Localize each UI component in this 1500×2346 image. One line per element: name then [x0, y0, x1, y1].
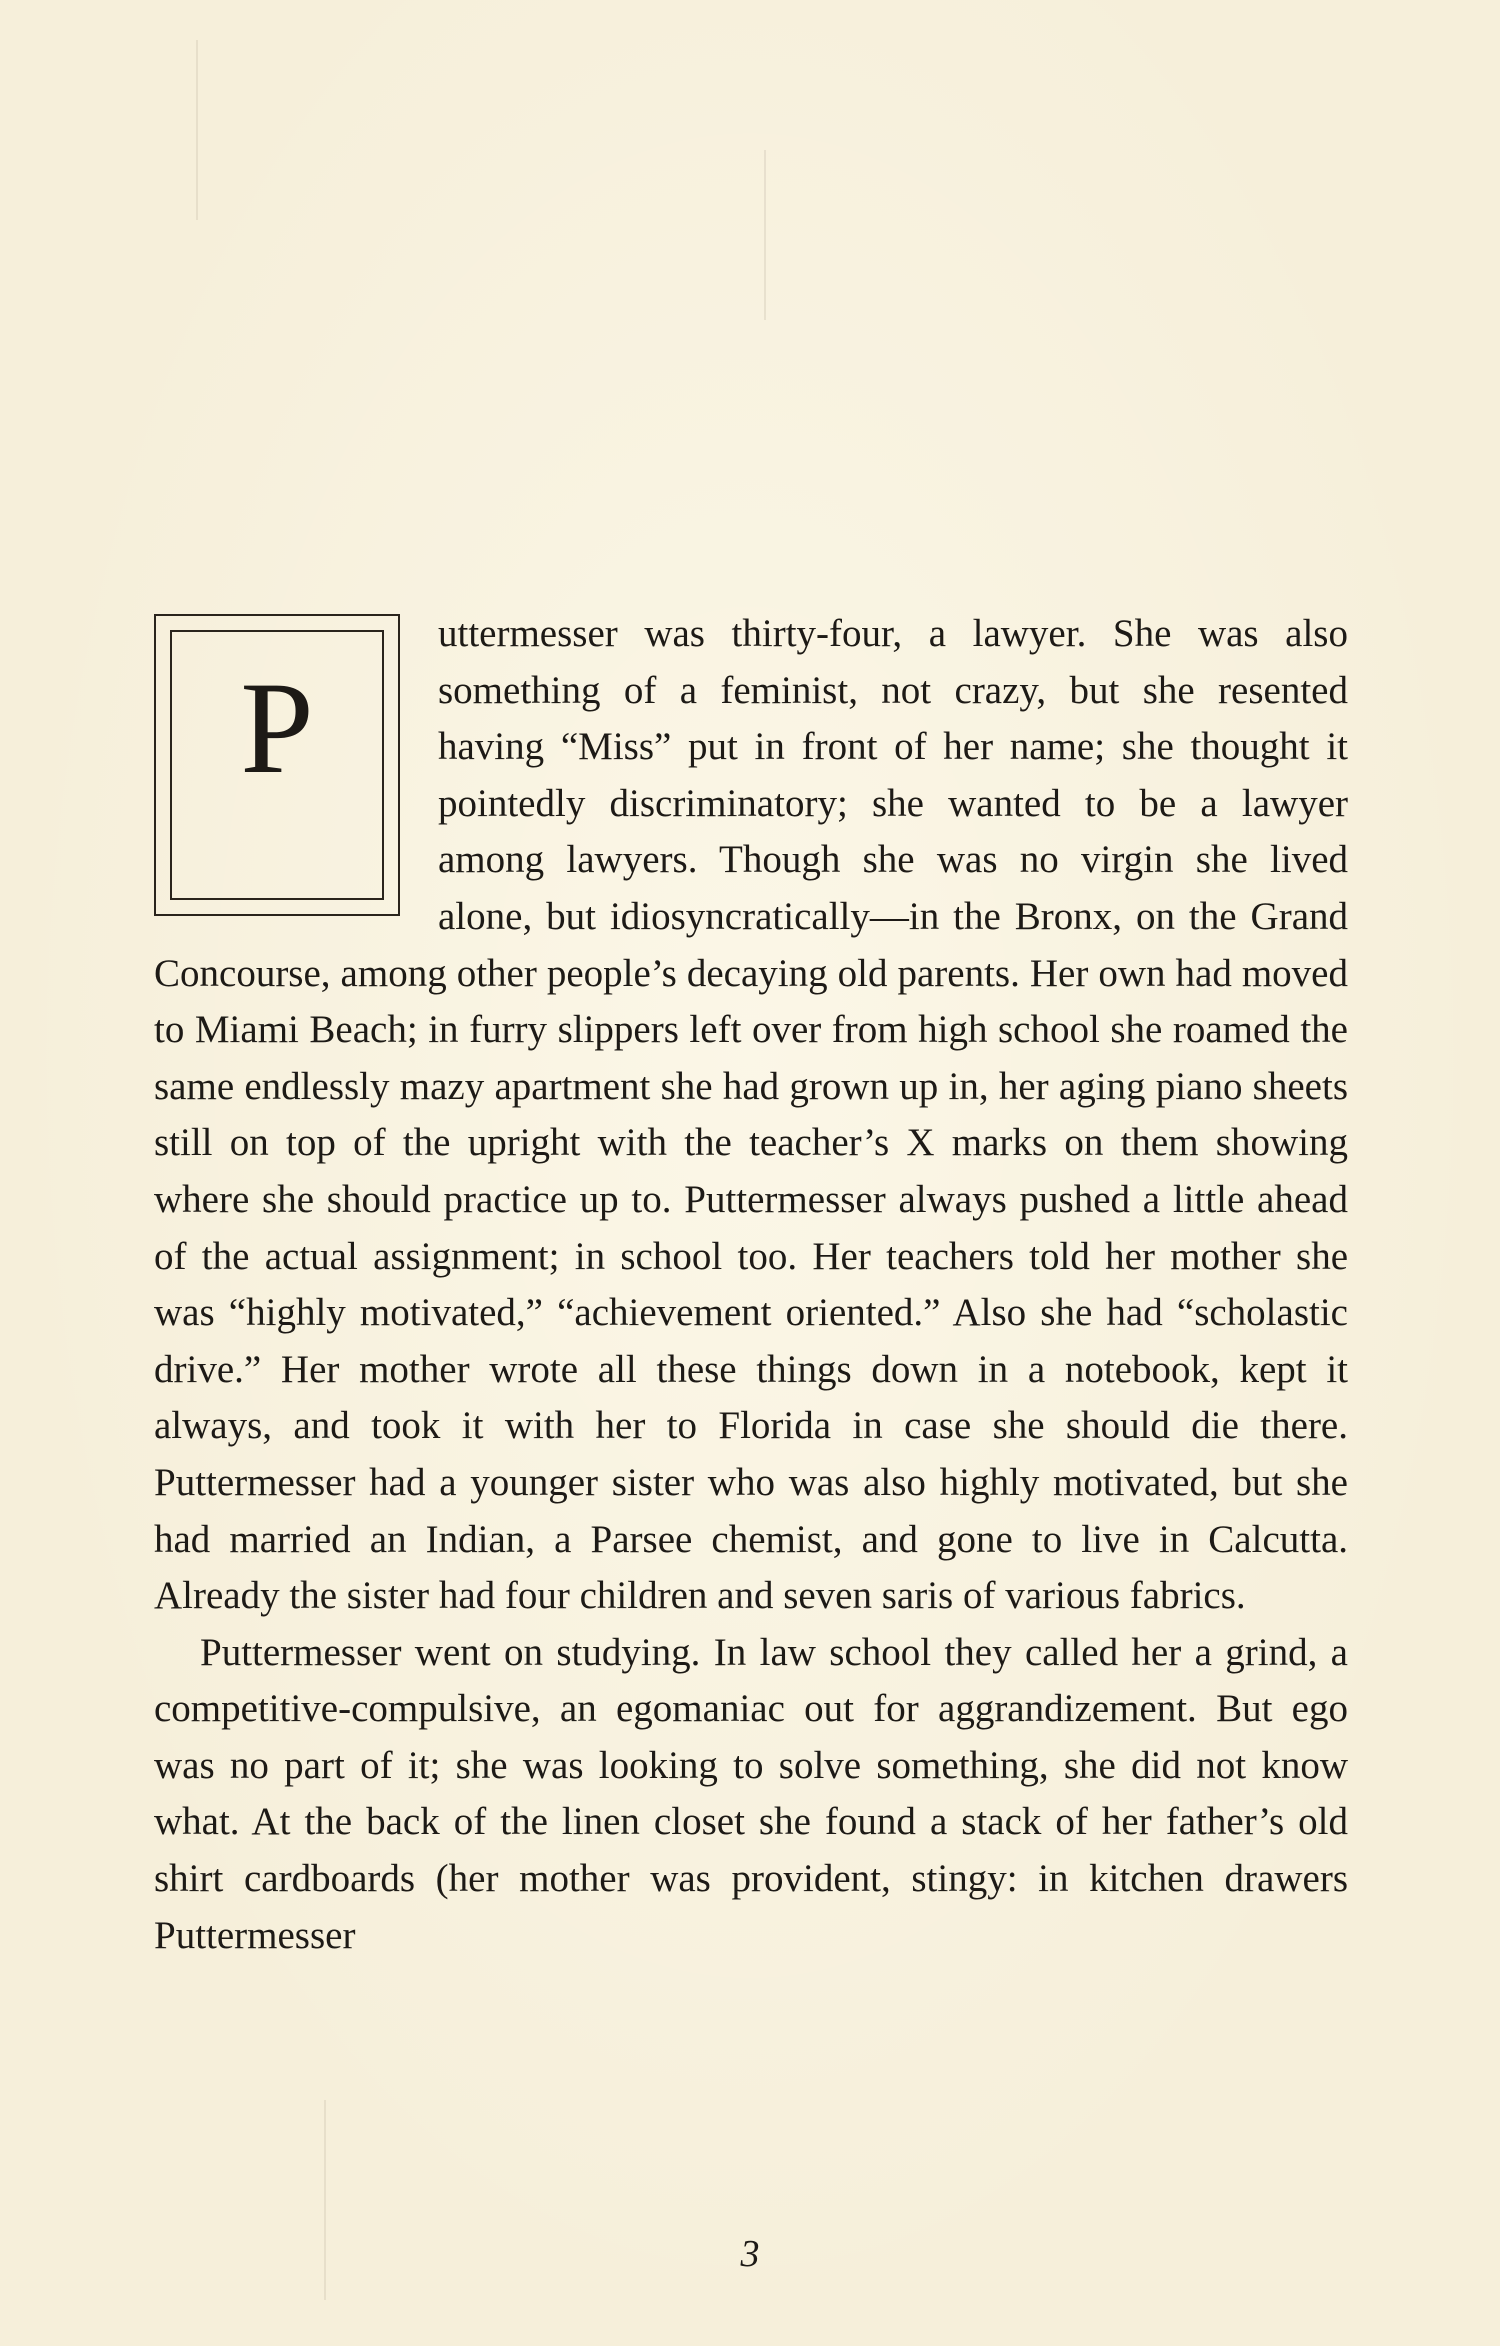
paper-crease [196, 40, 198, 220]
drop-cap-letter: P [240, 654, 314, 801]
paper-crease [764, 150, 766, 320]
drop-cap-frame [154, 614, 400, 916]
page-number: 3 [740, 2233, 760, 2275]
paragraph-1: uttermesser was thirty-four, a lawyer. She was also something of a feminist, not crazy, but she resented having “Miss” put in front of her name; she thought it pointedly discriminatory; she wanted to be a lawyer among lawyers. Though she was no virgin she lived alone, but idiosyncratically—in the Bronx, on the Grand Concourse, among other people’s decaying old parents. Her own had moved to Miami Beach; in furry slippers left over from high school she roamed the same endlessly mazy apartment she had grown up in, her aging piano sheets still on top of the upright with the teacher’s X marks on them showing where she should practice up to. Puttermesser always pushed a little ahead of the actual assignment; in school too. Her teachers told her mother she was “highly motivated,” “achievement oriented.” Also she had “scholastic drive.” Her mother wrote all these things down in a notebook, kept it always, and took it with her to Florida in case she should die there. Puttermesser had a younger sister who was also highly motivated, but she had married an Indian, a Parsee chemist, and gone to live in Calcutta. Already the sister had four children and seven saris of various fabrics. [154, 612, 1348, 1618]
drop-cap-inner-frame [170, 630, 384, 900]
body-text [154, 606, 1348, 1964]
paragraph-2: Puttermesser went on studying. In law school they called her a grind, a competitive-compulsive, an egomaniac out for aggrandizement. But ego was no part of it; she was looking to solve something, she did not know what. At the back of the linen closet she found a stack of her father’s old shirt cardboards (her mother was provident, stingy: in kitchen drawers Puttermesser [154, 1630, 1348, 1957]
